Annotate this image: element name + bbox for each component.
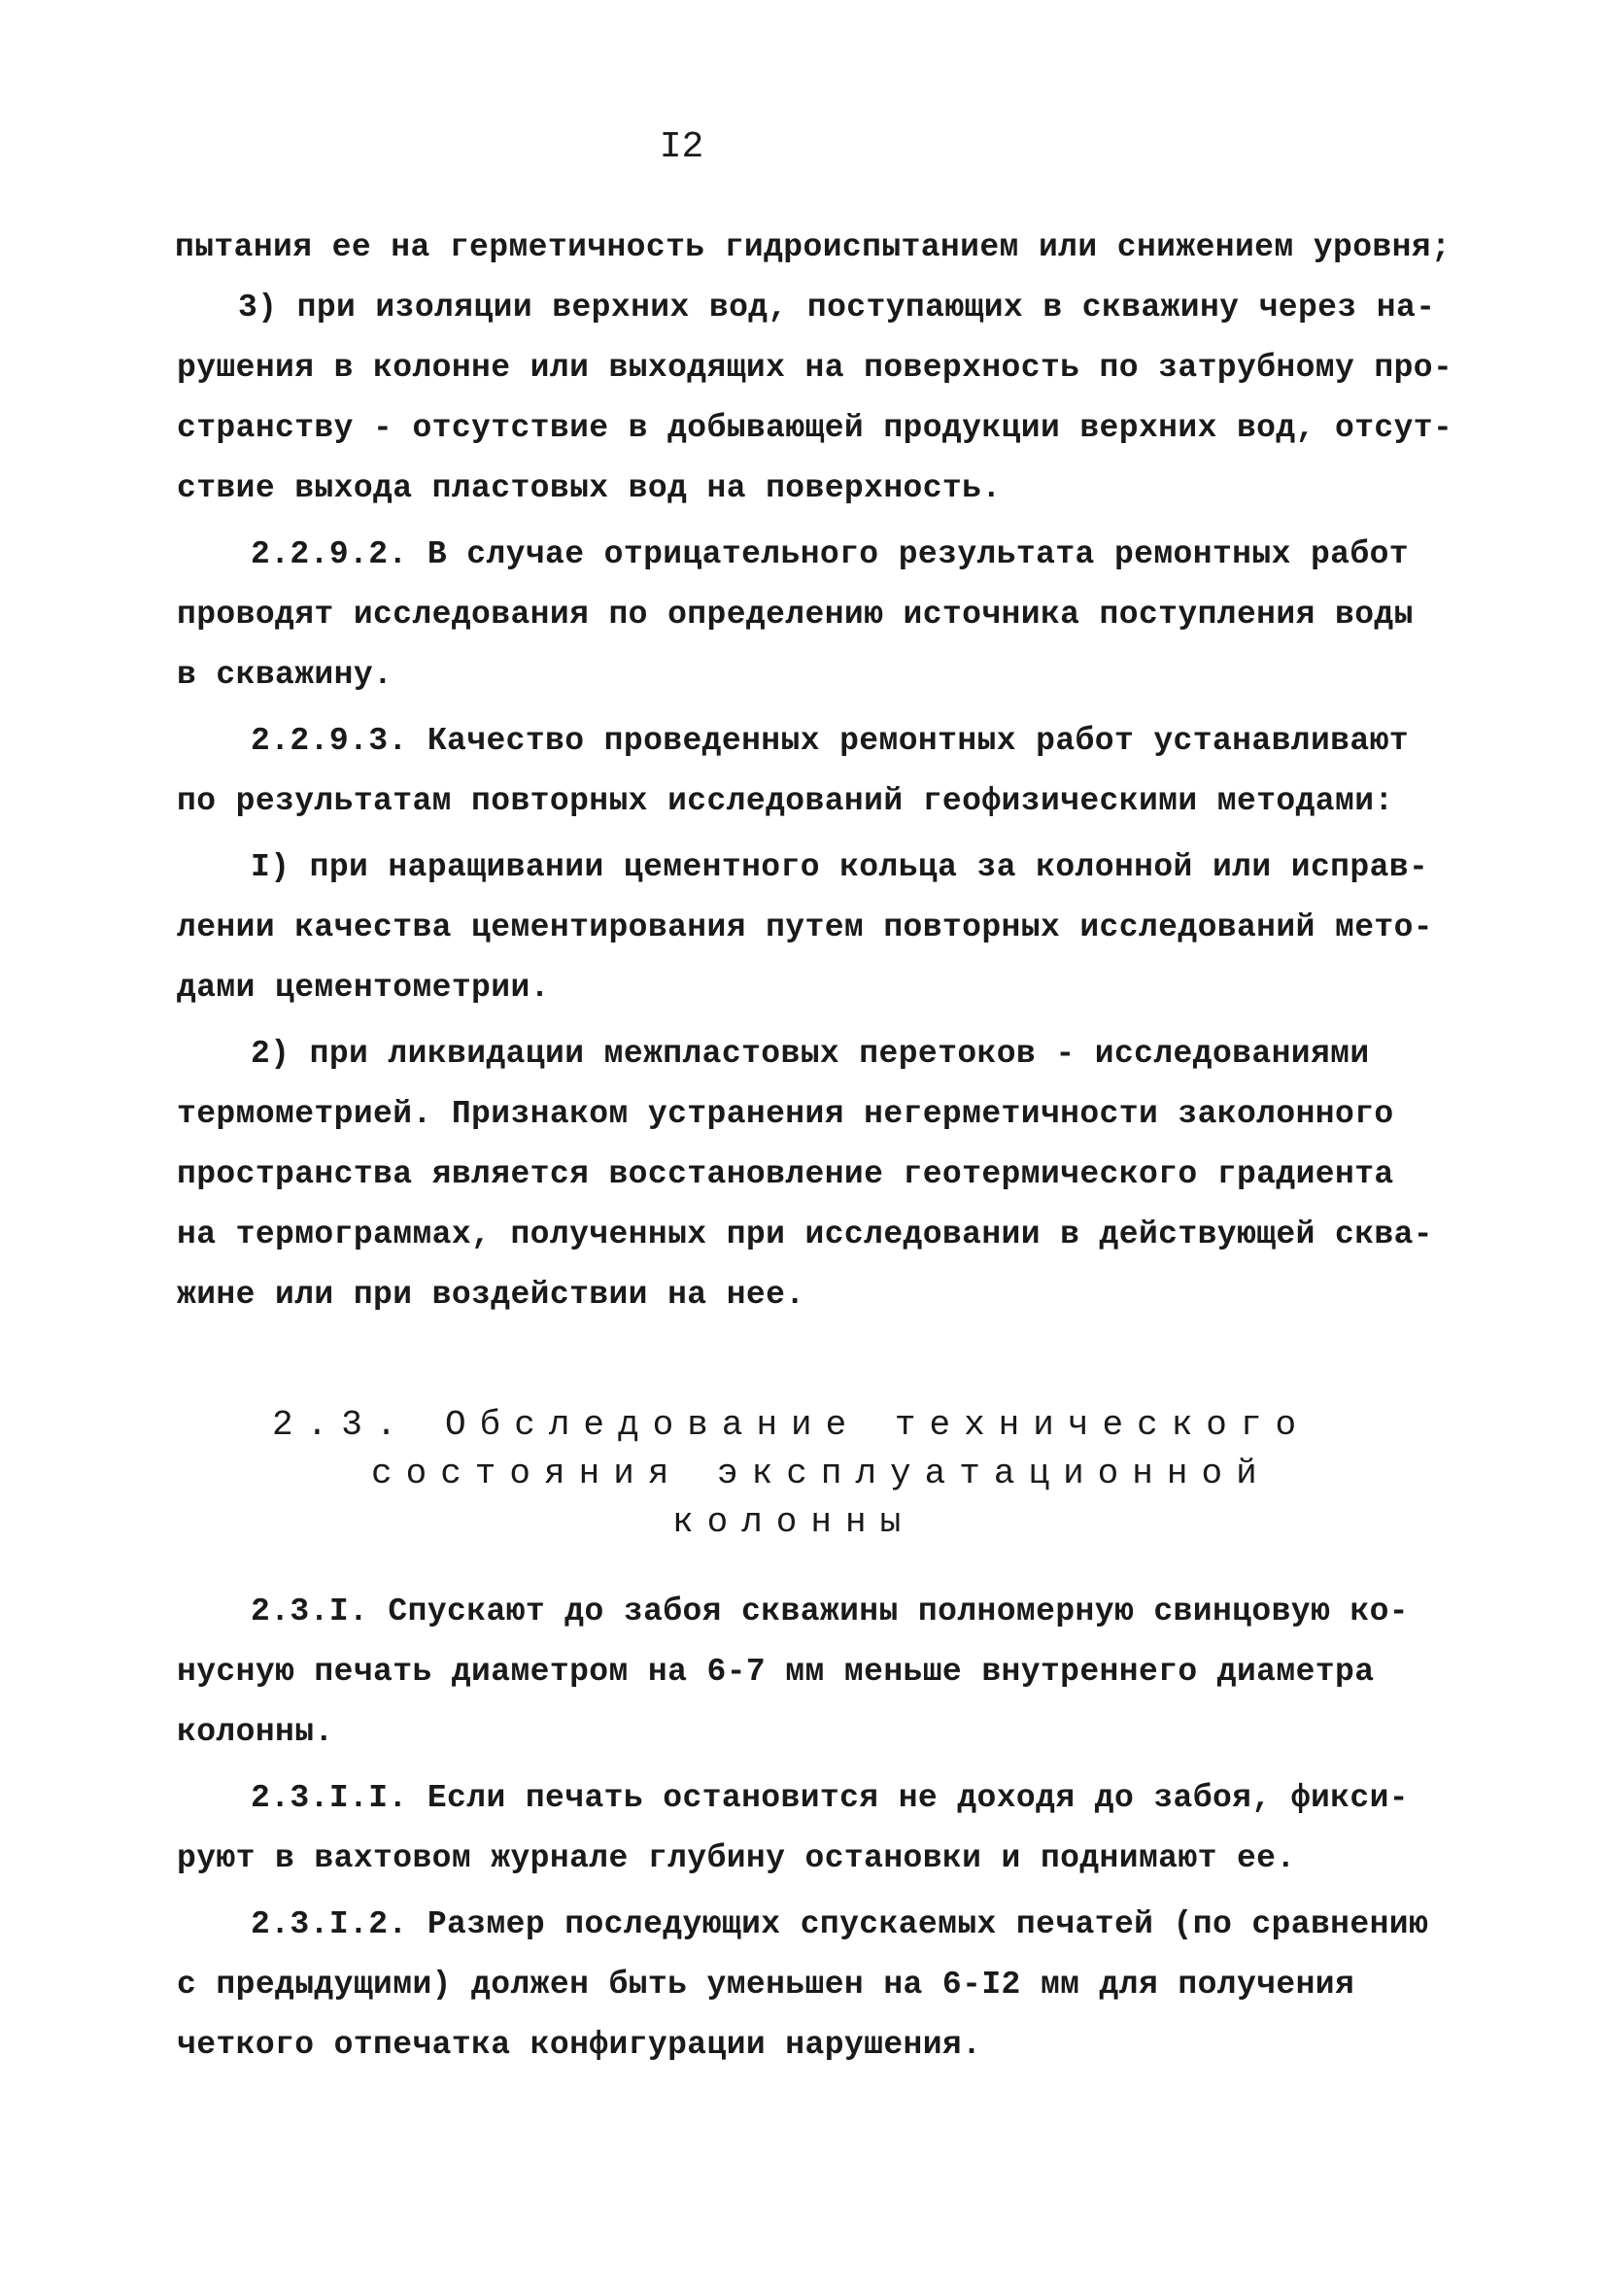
section-heading: состояния эксплуатационной — [371, 1454, 1271, 1493]
paragraph-line: рушения в колонне или выходящих на поверхность по затрубному про- — [177, 350, 1453, 386]
paragraph-line: по результатам повторных исследований геофизическими методами: — [177, 783, 1394, 819]
paragraph-line: ствие выхода пластовых вод на поверхность. — [177, 470, 1002, 506]
paragraph-line: 2) при ликвидации межпластовых перетоков - исследованиями — [251, 1036, 1370, 1072]
paragraph-line: жине или при воздействии на нее. — [177, 1277, 805, 1313]
paragraph-line: в скважину. — [177, 657, 393, 693]
section-heading: 2.3. Обследование технического — [272, 1405, 1311, 1445]
paragraph-line: пытания ее на герметичность гидроиспытанием или снижением уровня; — [175, 229, 1452, 265]
paragraph-line: четкого отпечатка конфигурации нарушения. — [177, 2027, 982, 2063]
page-number: I2 — [659, 126, 704, 168]
paragraph-line: дами цементометрии. — [177, 970, 550, 1006]
paragraph-line: странству - отсутствие в добывающей продукции верхних вод, отсут- — [177, 410, 1453, 446]
paragraph-line: 2.3.I.2. Размер последующих спускаемых печатей (по сравнению — [251, 1906, 1429, 1942]
paragraph-line: 2.2.9.3. Качество проведенных ремонтных работ устанавливают — [251, 723, 1409, 759]
paragraph-line: пространства является восстановление геотермического градиента — [177, 1156, 1394, 1192]
paragraph-line: на термограммах, полученных при исследовании в действующей сква- — [177, 1217, 1434, 1252]
paragraph-line: I) при наращивании цементного кольца за колонной или исправ- — [251, 849, 1429, 885]
paragraph-line: с предыдущими) должен быть уменьшен на 6-I2 мм для получения — [177, 1967, 1355, 2003]
paragraph-line: проводят исследования по определению источника поступления воды — [177, 597, 1414, 633]
paragraph-line: руют в вахтовом журнале глубину остановки и поднимают ее. — [177, 1840, 1296, 1876]
paragraph-line: термометрией. Признаком устранения негерметичности заколонного — [177, 1096, 1394, 1132]
paragraph-line: 2.3.I. Спускают до забоя скважины полномерную свинцовую ко- — [251, 1593, 1409, 1629]
paragraph-line: лении качества цементирования путем повторных исследований мето- — [177, 909, 1434, 945]
section-heading: колонны — [672, 1502, 915, 1542]
paragraph-line: 2.2.9.2. В случае отрицательного результата ремонтных работ — [251, 536, 1409, 572]
paragraph-line: 3) при изоляции верхних вод, поступающих в скважину через на- — [238, 290, 1436, 326]
paragraph-line: колонны. — [177, 1714, 334, 1750]
paragraph-line: нусную печать диаметром на 6-7 мм меньше внутреннего диаметра — [177, 1654, 1375, 1690]
paragraph-line: 2.3.I.I. Если печать остановится не доходя до забоя, фикси- — [251, 1780, 1409, 1816]
